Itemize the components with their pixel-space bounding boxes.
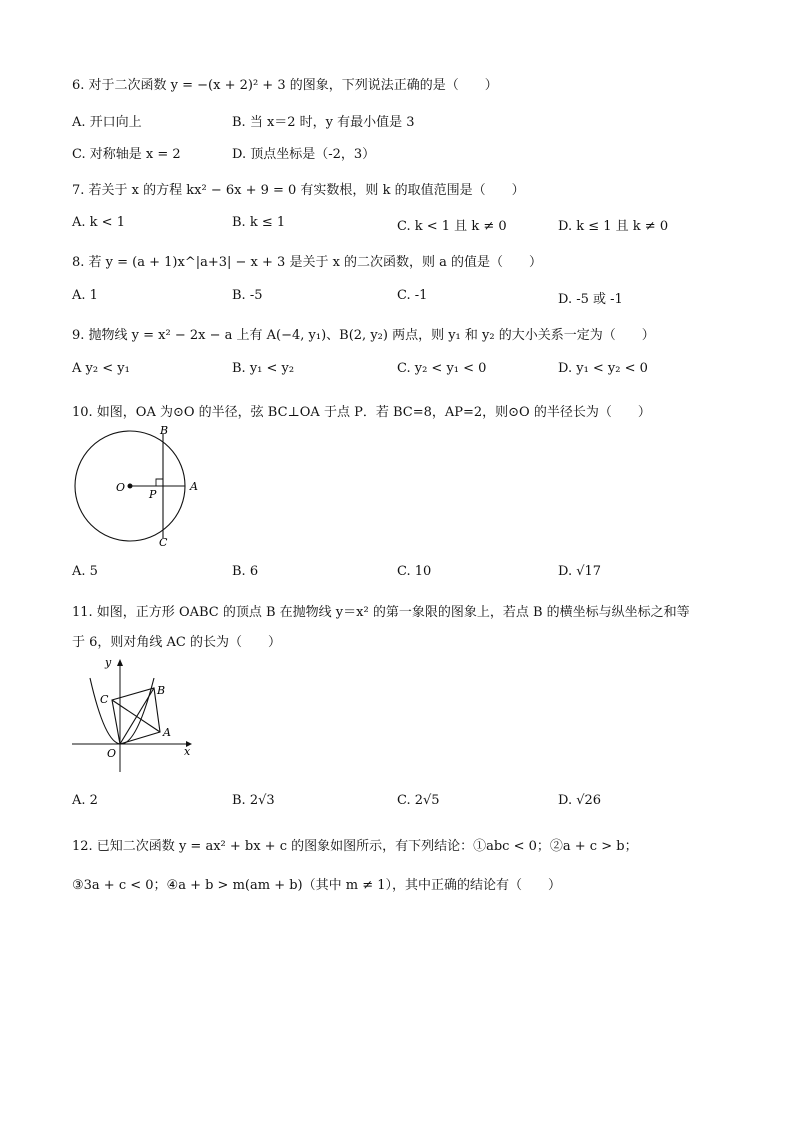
option-b[interactable]: B. k ≤ 1 xyxy=(232,215,286,230)
question-10-options xyxy=(72,564,732,582)
question-6-stem: 6. 对于二次函数 y = −(x + 2)² + 3 的图象，下列说法正确的是（ ） xyxy=(72,78,498,93)
parabola-curve xyxy=(90,678,154,744)
option-d[interactable]: D. -5 或 -1 xyxy=(558,292,623,307)
question-11-stem: 11. 如图，正方形 OABC 的顶点 B 在抛物线 y＝x² 的第一象限的图象上，若点 B 的横坐标与纵坐标之和等 xyxy=(72,605,690,620)
option-a[interactable]: A. 1 xyxy=(72,288,98,303)
option-d[interactable]: D. √17 xyxy=(558,564,602,579)
y-axis-arrow xyxy=(117,659,123,666)
label-b: B xyxy=(157,684,166,697)
question-11-stem-line2: 于 6，则对角线 AC 的长为（ ） xyxy=(72,635,282,650)
question-6-options-row2 xyxy=(72,143,732,161)
question-12-stem-line2: ③3a + c < 0；④a + b > m(am + b)（其中 m ≠ 1），其中正确的结论有（ ） xyxy=(72,878,561,893)
option-c[interactable]: C. -1 xyxy=(397,288,428,303)
option-a[interactable]: A y₂ < y₁ xyxy=(72,361,130,376)
option-d[interactable]: D. y₁ < y₂ < 0 xyxy=(558,361,648,376)
label-c: C xyxy=(100,693,109,706)
option-b[interactable]: B. -5 xyxy=(232,288,263,303)
option-a[interactable]: A. k < 1 xyxy=(72,215,125,230)
question-10-stem: 10. 如图，OA 为⊙O 的半径，弦 BC⊥OA 于点 P．若 BC=8，AP=2，则⊙O 的半径长为（ ） xyxy=(72,405,651,420)
question-9-options xyxy=(72,361,732,379)
option-b[interactable]: B. 6 xyxy=(232,564,259,579)
question-9-stem: 9. 抛物线 y = x² − 2x − a 上有 A(−4, y₁)、B(2, y₂) 两点，则 y₁ 和 y₂ 的大小关系一定为（ ） xyxy=(72,328,655,343)
right-angle-mark xyxy=(156,479,163,486)
option-d[interactable]: D. k ≤ 1 且 k ≠ 0 xyxy=(558,219,669,234)
label-o: O xyxy=(116,481,126,494)
question-8-stem: 8. 若 y = (a + 1)x^|a+3| − x + 3 是关于 x 的二次函数，则 a 的值是（ ） xyxy=(72,255,543,270)
option-c[interactable]: C. k < 1 且 k ≠ 0 xyxy=(397,219,507,234)
option-b[interactable]: B. 当 x＝2 时，y 有最小值是 3 xyxy=(232,115,415,130)
center-point xyxy=(128,484,133,489)
option-c[interactable]: C. 10 xyxy=(397,564,432,579)
label-c: C xyxy=(159,536,168,548)
label-a: A xyxy=(190,480,198,493)
option-d[interactable]: D. √26 xyxy=(558,793,602,808)
question-12-stem: 12. 已知二次函数 y = ax² + bx + c 的图象如图所示，有下列结论：①abc < 0；②a + c > b； xyxy=(72,839,638,854)
figure-10-circle-diagram xyxy=(70,424,200,548)
option-c[interactable]: C. 对称轴是 x = 2 xyxy=(72,147,181,162)
question-7-options xyxy=(72,215,732,233)
diagonal-ac xyxy=(112,700,160,732)
option-d[interactable]: D. 顶点坐标是（-2，3） xyxy=(232,147,376,162)
question-11-options xyxy=(72,793,732,811)
option-a[interactable]: A. 开口向上 xyxy=(72,115,142,130)
option-c[interactable]: C. y₂ < y₁ < 0 xyxy=(397,361,487,376)
label-b: B xyxy=(160,424,169,437)
label-y: y xyxy=(105,656,112,669)
option-a[interactable]: A. 5 xyxy=(72,564,98,579)
question-6-options xyxy=(72,111,732,129)
question-7-stem: 7. 若关于 x 的方程 kx² − 6x + 9 = 0 有实数根，则 k 的取值范围是（ ） xyxy=(72,183,525,198)
option-c[interactable]: C. 2√5 xyxy=(397,793,440,808)
label-o: O xyxy=(107,747,117,760)
label-p: P xyxy=(149,488,157,501)
figure-11-parabola-square xyxy=(68,652,198,774)
label-a: A xyxy=(163,726,171,739)
option-b[interactable]: B. y₁ < y₂ xyxy=(232,361,295,376)
question-8-options xyxy=(72,288,732,306)
option-b[interactable]: B. 2√3 xyxy=(232,793,275,808)
label-x: x xyxy=(184,745,191,758)
option-a[interactable]: A. 2 xyxy=(72,793,98,808)
